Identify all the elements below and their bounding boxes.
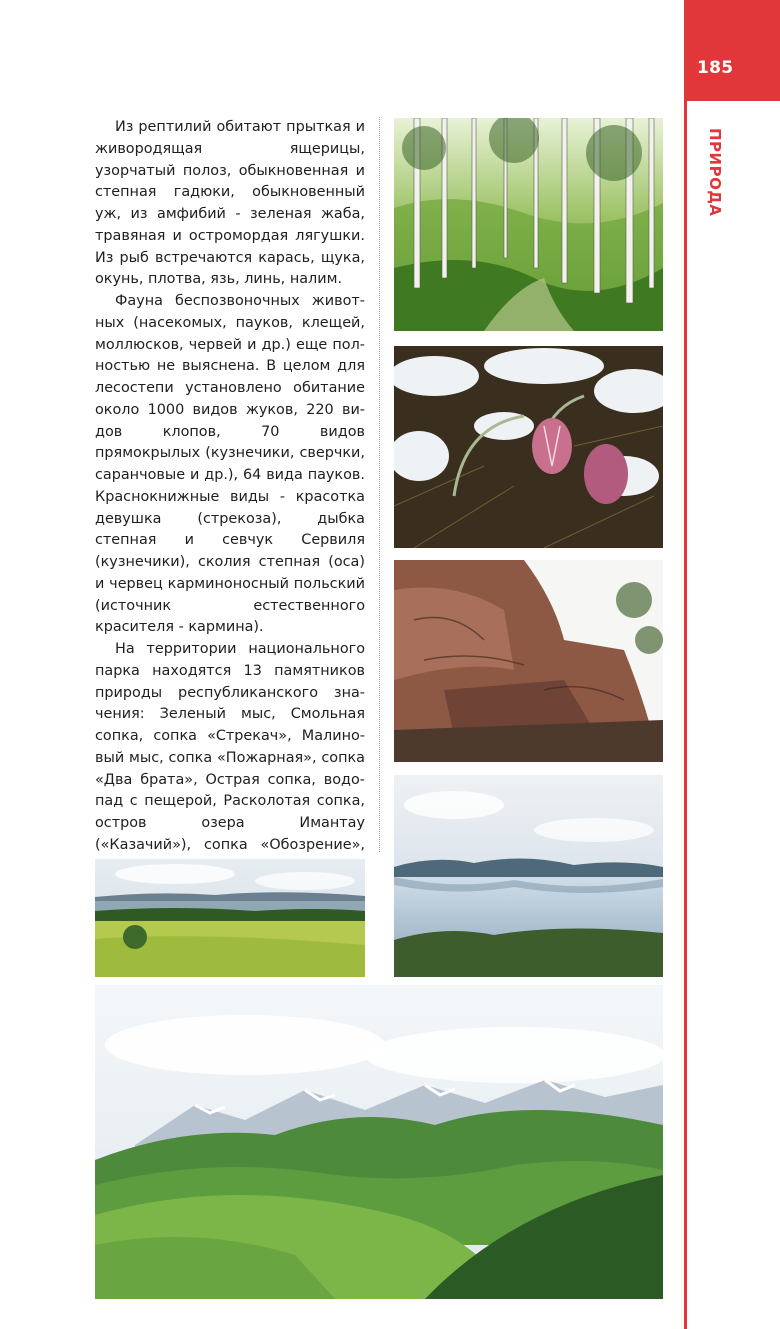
section-title: ПРИРОДА bbox=[706, 128, 724, 217]
body-text-column bbox=[95, 117, 365, 900]
paragraph-invertebrates: Фауна беспозвоночных животных (насекомых, пауков, клещей, моллюсков, червей и др.) еще полностью не выяснена. В целом для лесостепи установлено обитание около 1000 видов жуков, 220 видов клопов, 70 видов прямокрылых (кузнечики, сверчки, саранчовые и др.), 64 вида пауков. Краснокнижные виды - красотка девушка (стрекоза), дыбка степная и севчук Сервиля (кузнечики), сколия степная (оса) и червец карминоносный польский (источник естественного красителя - кармина). bbox=[95, 293, 365, 636]
steppe-meadow-photo bbox=[95, 859, 365, 977]
column-divider bbox=[379, 117, 380, 852]
red-margin-line bbox=[684, 0, 687, 1329]
pasque-flower-snow-photo bbox=[394, 346, 663, 548]
paragraph-monuments: На территории национального парка находятся 13 памятников природы республиканского значения: Зеленый мыс, Смольная сопка, сопка «Стрекач», Малиновый мыс, сопка «Пожарная», сопка «Два брата», Острая сопка, водопад с пещерой, Расколотая сопка, остров озера Имантау («Казачий»), сопка «Обозрение», bbox=[95, 641, 365, 853]
page-number: 185 bbox=[697, 58, 734, 78]
birch-forest-photo bbox=[394, 118, 663, 331]
red-rock-cliff-photo bbox=[394, 560, 663, 762]
mountain-valley-panorama-photo bbox=[95, 985, 663, 1299]
lake-hills-reflection-photo bbox=[394, 775, 663, 977]
page-number-tab bbox=[684, 0, 780, 101]
paragraph-reptiles: Из рептилий обитают прыткая и живородящая ящерицы, узорчатый полоз, обыкновенная и степная гадюки, обыкновенный уж, из амфибий - зеленая жаба, травяная и остромордая лягушки. Из рыб встречаются карась, щука, окунь, плотва, язь, линь, налим. bbox=[95, 119, 365, 288]
